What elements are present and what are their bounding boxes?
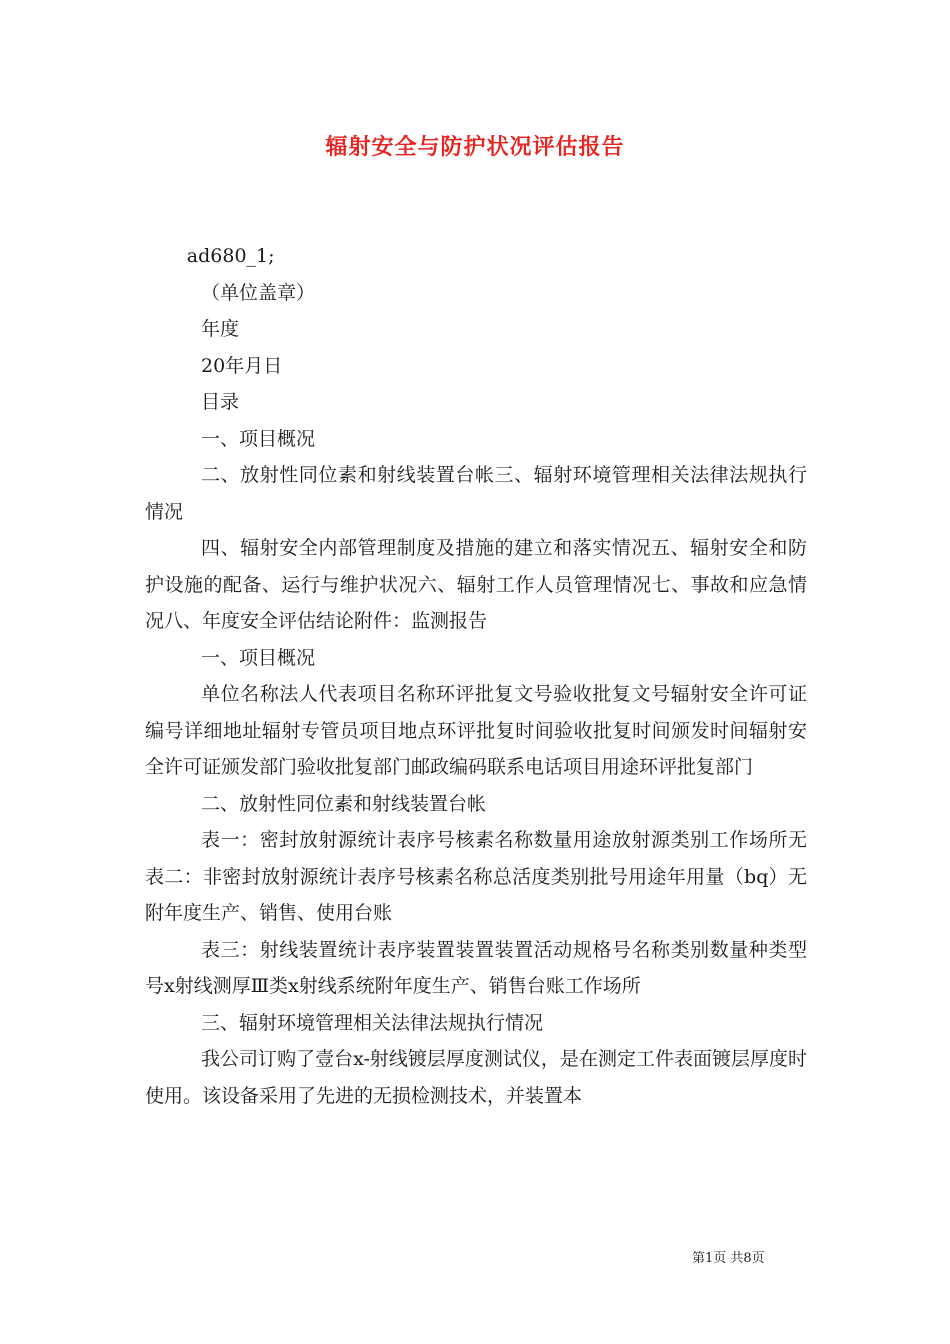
section-heading-2: 二、放射性同位素和射线装置台帐 — [201, 792, 487, 815]
paragraph-code: ad680_1; — [186, 245, 275, 267]
page-number-footer: 第1页 共8页 — [692, 1251, 765, 1266]
paragraph-toc-1: 一、项目概况 — [201, 427, 316, 450]
paragraph-seal: （单位盖章） — [201, 281, 316, 304]
paragraph-table-3: 表三：射线装置统计表序装置装置装置活动规格号名称类别数量种类型号x射线测厚Ⅲ类x射线系统附年度生产、销售台账工作场所 — [145, 938, 807, 997]
section-heading-1: 一、项目概况 — [201, 646, 316, 669]
paragraph-toc-2-3: 二、放射性同位素和射线装置台帐三、辐射环境管理相关法律法规执行情况 — [145, 464, 807, 523]
section-heading-3: 三、辐射环境管理相关法律法规执行情况 — [201, 1011, 544, 1034]
paragraph-year: 年度 — [201, 318, 240, 340]
paragraph-toc-heading: 目录 — [201, 391, 240, 413]
paragraph-date: 20年月日 — [201, 354, 283, 377]
paragraph-toc-4-8: 四、辐射安全内部管理制度及措施的建立和落实情况五、辐射安全和防护设施的配备、运行与维护状况六、辐射工作人员管理情况七、事故和应急情况八、年度安全评估结论附件：监测报告 — [145, 537, 807, 632]
document-body — [145, 238, 807, 1114]
paragraph-section-3-body: 我公司订购了壹台x-射线镀层厚度测试仪，是在测定工件表面镀层厚度时使用。该设备采用了先进的无损检测技术，并装置本 — [145, 1048, 807, 1107]
document-title: 辐射安全与防护状况评估报告 — [325, 134, 625, 160]
paragraph-table-1-2: 表一：密封放射源统计表序号核素名称数量用途放射源类别工作场所无表二：非密封放射源统计表序号核素名称总活度类别批号用途年用量（bq）无附年度生产、销售、使用台账 — [145, 829, 807, 924]
paragraph-project-info: 单位名称法人代表项目名称环评批复文号验收批复文号辐射安全许可证编号详细地址辐射专管员项目地点环评批复时间验收批复时间颁发时间辐射安全许可证颁发部门验收批复部门邮政编码联系电话项目用途环评批复部门 — [145, 683, 807, 778]
